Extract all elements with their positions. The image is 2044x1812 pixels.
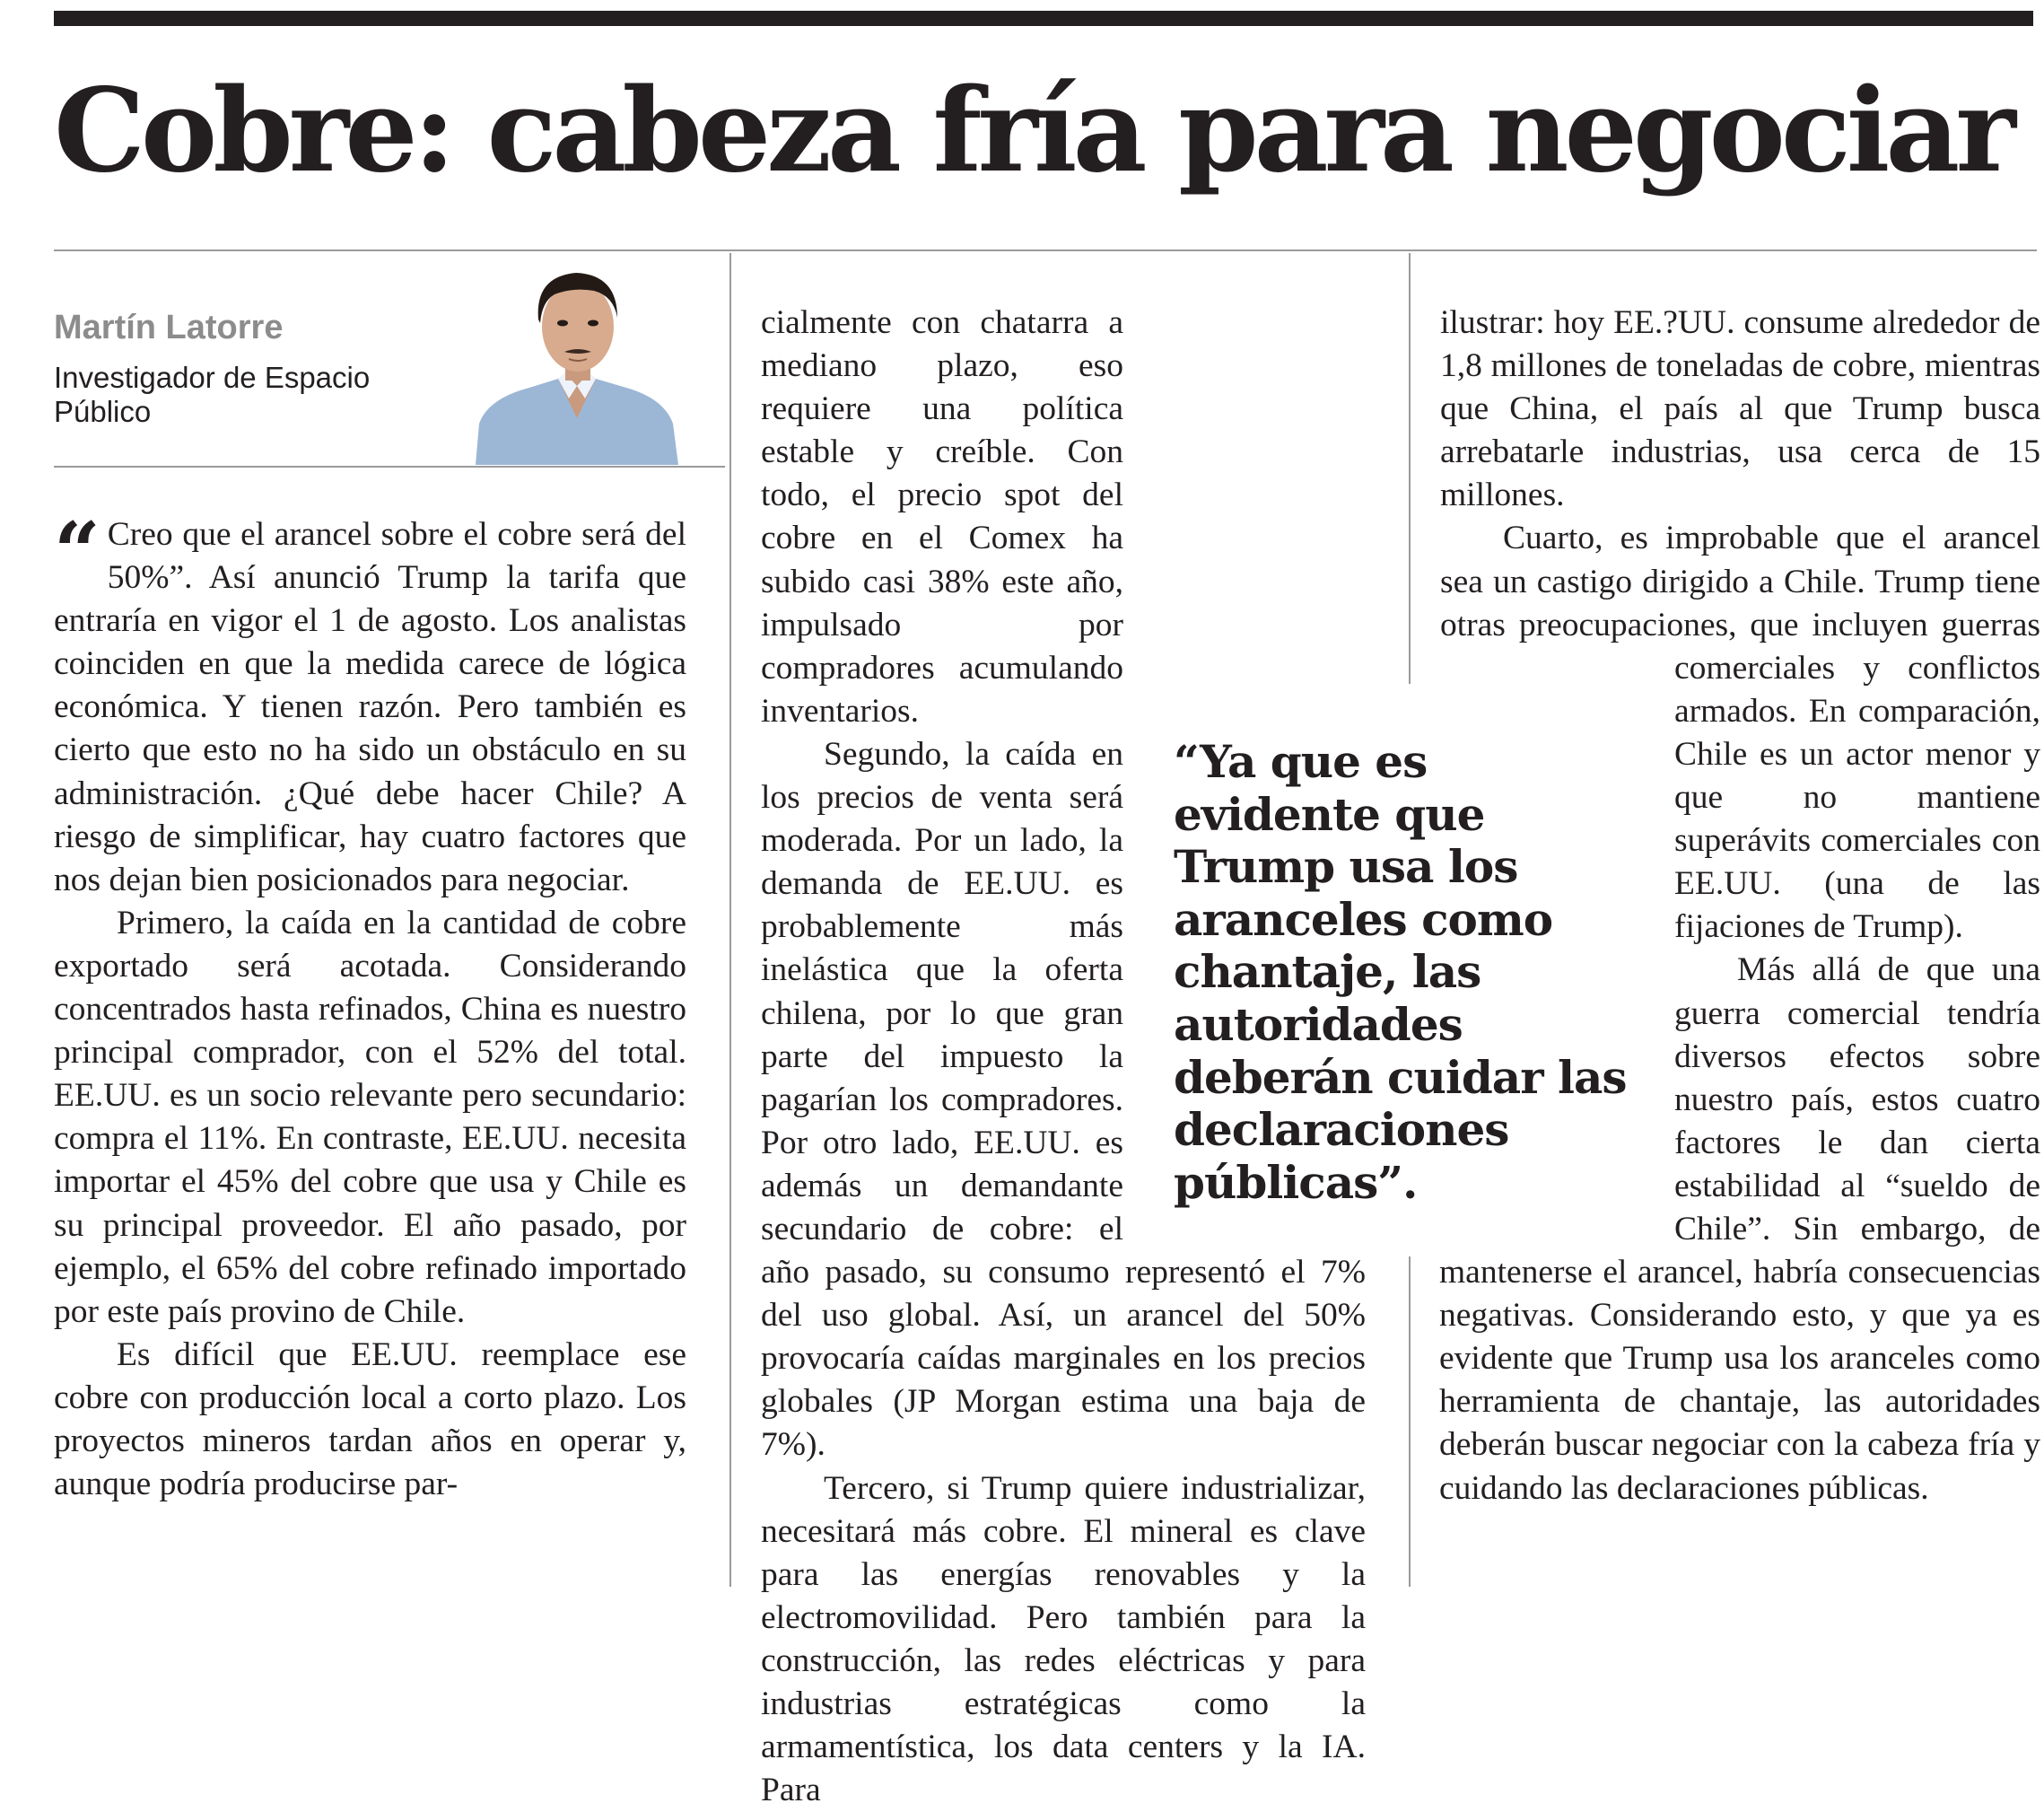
column-divider-1: [729, 253, 731, 1587]
paragraph-4: cialmente con chatarra a mediano plazo, eso requiere una política estable y creíble. Con todo, el precio spot del cobre en el Comex ha subido casi 38% este año, impulsado por compradores acumulando inventarios.: [761, 304, 1123, 730]
pull-quote: “Ya que es evidente que Trump usa los aranceles como chantaje, las autoridades deberán cuidar las declaraciones públicas”.: [1174, 735, 1627, 1209]
paragraph-2: Primero, la caída en la cantidad de cobre exportado será acotada. Considerando concentrados hasta refinados, China es nuestro principal comprador, con el 52% del total. EE.UU. es un socio relevante pero secundario: compra el 11%. En contraste, EE.UU. necesita importar el 45% del cobre que usa y Chile es su principal proveedor. El año pasado, por ejemplo, el 65% del cobre refinado importado por este país provino de Chile.: [54, 904, 686, 1330]
paragraph-8: Cuarto, es improbable que el arancel sea un castigo dirigido a Chile. Trump tiene otras preocupaciones, que incluyen guerras comerciales y conflictos armados. En comparación, Chile es un actor menor y que no mantiene superávits comerciales con EE.UU. (una de las fijaciones de Trump).: [1440, 520, 2040, 946]
headline: Cobre: cabeza fría para negociar: [54, 64, 2012, 198]
top-rule: [54, 11, 2033, 26]
column-divider-2-bottom: [1409, 1256, 1411, 1587]
byline-divider: [54, 466, 725, 468]
author-role: Investigador de Espacio Público: [54, 361, 371, 428]
paragraph-3: Es difícil que EE.UU. reemplace ese cobre con producción local a corto plazo. Los proyectos mineros tardan años en operar y, aunque podría producirse par-: [54, 1335, 686, 1503]
article-column-1: [54, 504, 686, 1506]
header-divider: [54, 249, 2037, 251]
paragraph-6: Tercero, si Trump quiere industrializar, necesitará más cobre. El mineral es clave para las energías renovables y la electromovilidad. Pero también para la construcción, las redes eléctricas y para industrias estratégicas como la armamentística, los data centers y la IA. Para: [761, 1469, 1366, 1809]
column-divider-2-top: [1409, 253, 1411, 684]
paragraph-7: ilustrar: hoy EE.?UU. consume alrededor de 1,8 millones de toneladas de cobre, mientras que China, el país al que Trump busca arrebatarle industrias, usa cerca de 15 millones.: [1440, 304, 2040, 514]
paragraph-9: Más allá de que una guerra comercial tendría diversos efectos sobre nuestro país, estos cuatro factores le dan cierta estabilidad al “sueldo de Chile”. Sin embargo, de mantenerse el arancel, habría consecuencias negativas. Considerando esto, y que ya es evidente que Trump usa los aranceles como herramienta de chantaje, las autoridades deberán buscar negociar con la cabeza fría y cuidando las declaraciones públicas.: [1439, 951, 2040, 1507]
paragraph-1: Creo que el arancel sobre el cobre será del 50%”. Así anunció Trump la tarifa que entraría en vigor el 1 de agosto. Los analistas coinciden en que la medida carece de lógica económica. Y tienen razón. Pero también es cierto que esto no ha sido un obstáculo en su administración. ¿Qué debe hacer Chile? A riesgo de simplificar, hay cuatro factores que nos dejan bien posicionados para negociar.: [54, 516, 686, 898]
author-name: Martín Latorre: [54, 309, 284, 346]
author-photo: [476, 264, 678, 465]
quote-mark-icon: “: [54, 504, 100, 600]
paragraph-5: Segundo, la caída en los precios de venta será moderada. Por un lado, la demanda de EE.UU. es probablemente más inelástica que la oferta chilena, por lo que gran parte del impuesto la pagarían los compradores. Por otro lado, EE.UU. es además un demandante secundario de cobre: el año pasado, su consumo representó el 7% del uso global. Así, un arancel del 50% provocaría caídas marginales en los precios globales (JP Morgan estima una baja de 7%).: [761, 735, 1366, 1464]
